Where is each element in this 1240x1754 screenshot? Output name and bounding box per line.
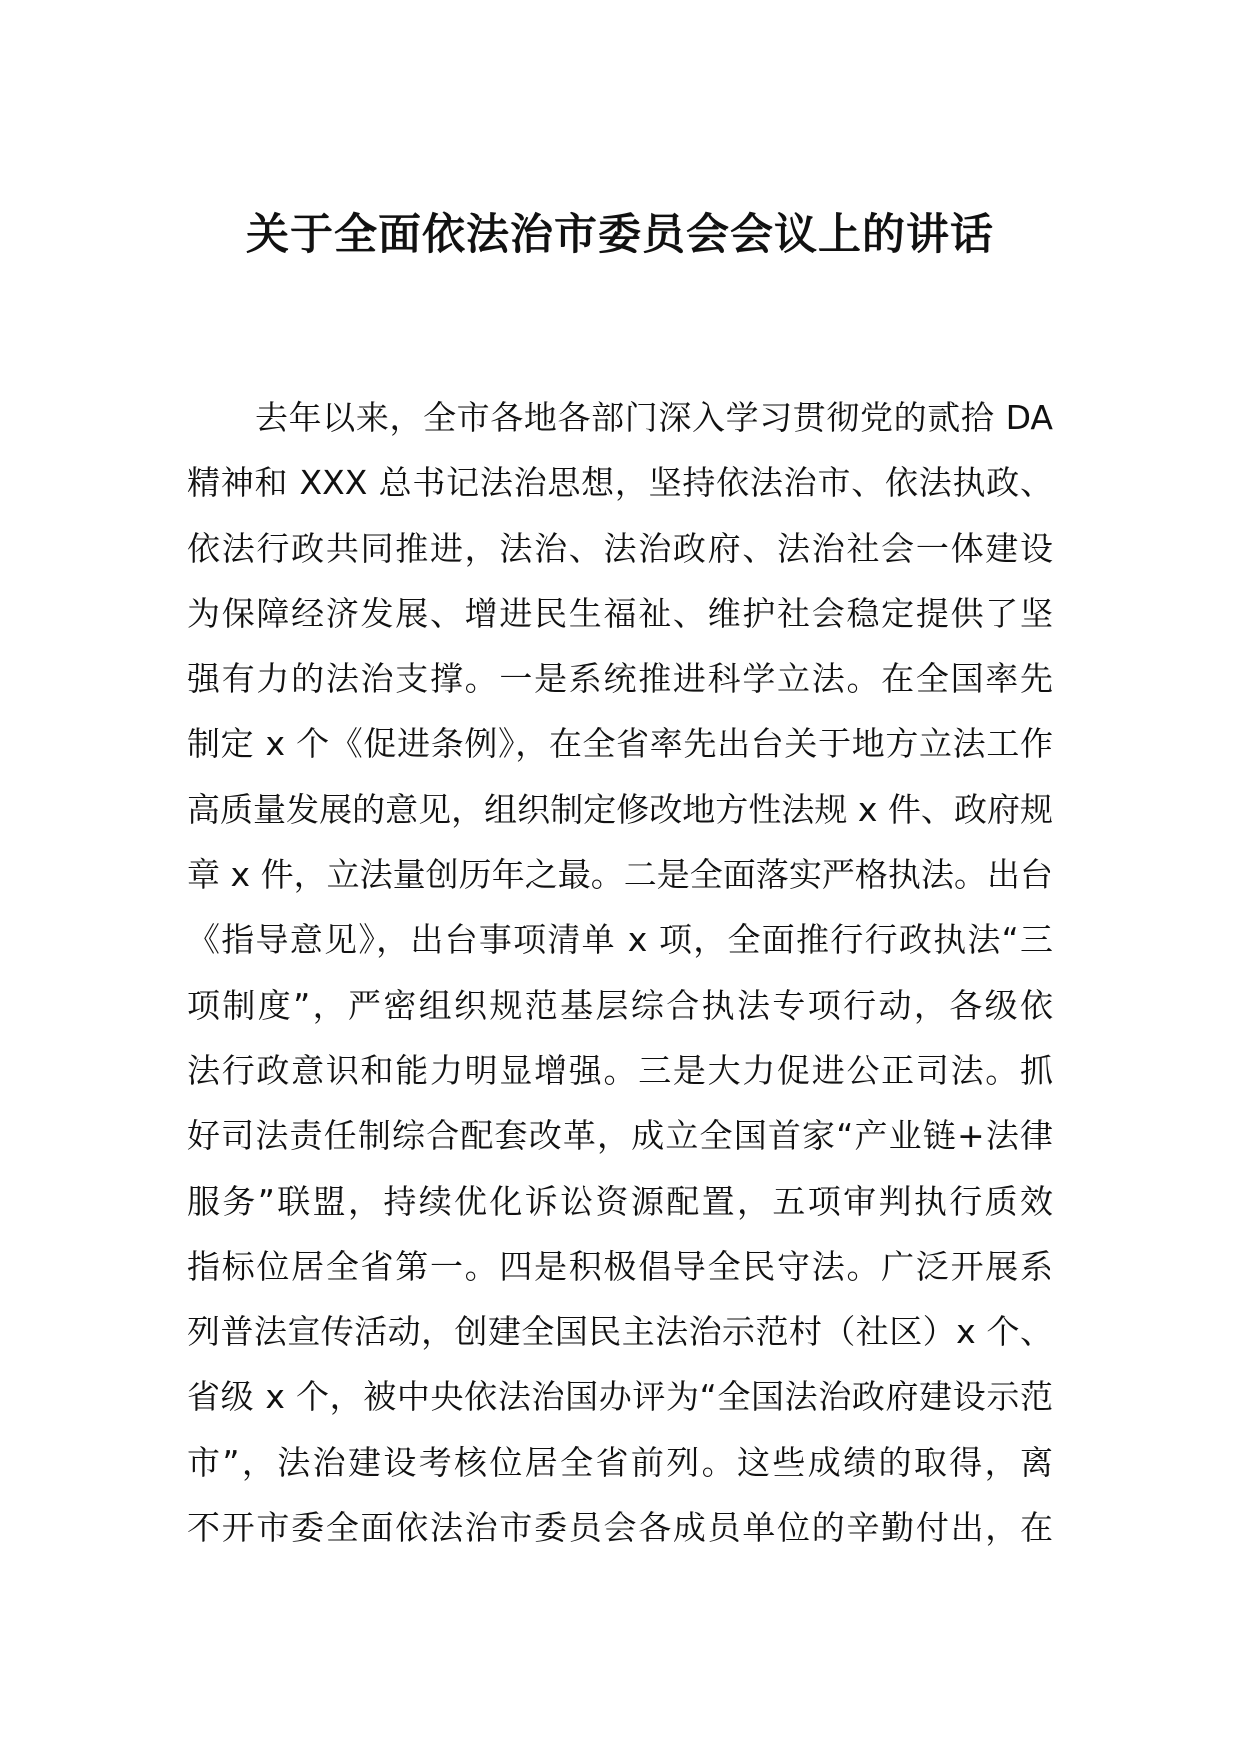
line-text: 项制度”，严密组织规范基层综合执法专项行动，各级依 bbox=[187, 985, 1053, 1025]
paragraph-line bbox=[187, 1299, 1053, 1364]
paragraph-line bbox=[187, 581, 1053, 646]
paragraph-line bbox=[187, 1364, 1053, 1429]
paragraph-line bbox=[187, 450, 1053, 515]
paragraph-line bbox=[187, 1430, 1053, 1495]
line-text: 省级 x 个，被中央依法治国办评为“全国法治政府建设示范 bbox=[187, 1377, 1053, 1417]
line-text: 《指导意见》，出台事项清单 x 项，全面推行行政执法“三 bbox=[187, 920, 1053, 960]
line-text: 为保障经济发展、增进民生福祉、维护社会稳定提供了坚 bbox=[187, 593, 1053, 633]
line-text: 精神和 XXX 总书记法治思想，坚持依法治市、依法执政、 bbox=[187, 463, 1053, 503]
paragraph-line bbox=[187, 842, 1053, 907]
line-text: 指标位居全省第一。四是积极倡导全民守法。广泛开展系 bbox=[187, 1246, 1053, 1286]
line-text: 强有力的法治支撑。一是系统推进科学立法。在全国率先 bbox=[187, 659, 1053, 699]
line-text: 不开市委全面依法治市委员会各成员单位的辛勤付出，在 bbox=[187, 1508, 1053, 1548]
paragraph-line bbox=[187, 1234, 1053, 1299]
paragraph-line bbox=[187, 1038, 1053, 1103]
line-text: 制定 x 个《促进条例》，在全省率先出台关于地方立法工作 bbox=[187, 724, 1053, 764]
paragraph-line bbox=[187, 1169, 1053, 1234]
paragraph-line bbox=[187, 1495, 1053, 1560]
paragraph-line bbox=[187, 777, 1053, 842]
line-text: 列普法宣传活动，创建全国民主法治示范村（社区）x 个、 bbox=[187, 1312, 1053, 1352]
body-paragraph bbox=[187, 385, 1053, 1560]
paragraph-line bbox=[187, 385, 1053, 450]
line-text: 去年以来，全市各地各部门深入学习贯彻党的贰拾 DA bbox=[255, 398, 1053, 437]
paragraph-line bbox=[187, 516, 1053, 581]
document-title: 关于全面依法治市委员会会议上的讲话 bbox=[246, 210, 994, 260]
paragraph-line bbox=[187, 973, 1053, 1038]
line-text: 法行政意识和能力明显增强。三是大力促进公正司法。抓 bbox=[187, 1050, 1053, 1090]
paragraph-line bbox=[187, 646, 1053, 711]
line-text: 章 x 件，立法量创历年之最。二是全面落实严格执法。出台 bbox=[187, 855, 1053, 895]
paragraph-line bbox=[187, 907, 1053, 972]
line-text: 好司法责任制综合配套改革，成立全国首家“产业链+法律 bbox=[187, 1116, 1053, 1156]
line-text: 依法行政共同推进，法治、法治政府、法治社会一体建设 bbox=[187, 528, 1053, 568]
paragraph-line bbox=[187, 711, 1053, 776]
line-text: 服务”联盟，持续优化诉讼资源配置，五项审判执行质效 bbox=[187, 1181, 1053, 1221]
paragraph-line bbox=[187, 1103, 1053, 1168]
line-text: 市”，法治建设考核位居全省前列。这些成绩的取得，离 bbox=[187, 1442, 1053, 1482]
line-text: 高质量发展的意见，组织制定修改地方性法规 x 件、政府规 bbox=[187, 789, 1053, 829]
